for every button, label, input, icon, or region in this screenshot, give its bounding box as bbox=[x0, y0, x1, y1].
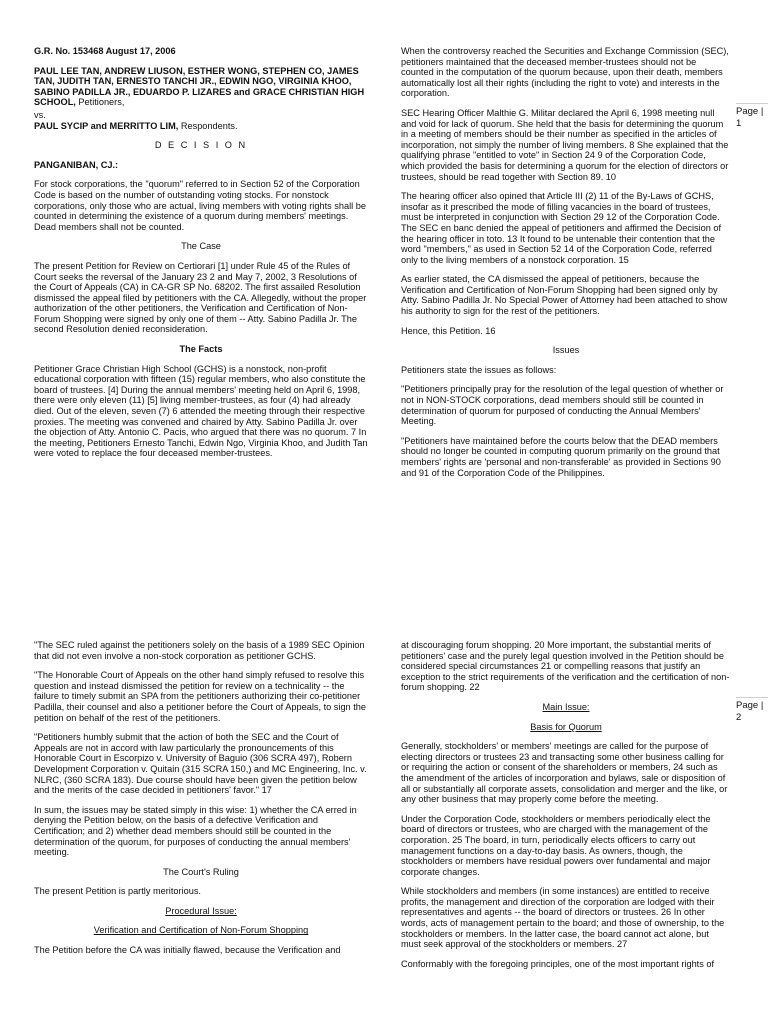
management-paragraph: While stockholders and members (in some instances) are entitled to receive profits, the management and direction of the corporation are lodged with their representatives and agents -- the board of directors or trustees. 26 In other words, acts of management pertain to the board; and those of ownership, to the stockholders or members. In the latter case, the board cannot act alone, but must seek approval of the stockholders or members. 27 bbox=[401, 886, 725, 950]
jurisprudence-quote: "Petitioners humbly submit that the action of both the SEC and the Court of Appeals are not in accord with law particularly the pronouncements of this Honorable Court in Escorpizo v. University of Baguio (306 SCRA 497), Robern Development Corporation v. Quitain (315 SCRA 150,) and MC Engineering, Inc. v. NLRC, (360 SCRA 183). Due course should have been given the petition below and the merits of the case decided in petitioners' favor." 17 bbox=[34, 732, 367, 796]
petitioners-label: Petitioners, bbox=[75, 97, 125, 108]
page-label-2 bbox=[736, 697, 768, 724]
page2-left-column bbox=[34, 640, 368, 965]
page-label-text: Page | bbox=[736, 106, 764, 117]
page1-left-column bbox=[34, 46, 368, 468]
issues-summary: In sum, the issues may be stated simply in this wise: 1) whether the CA erred in denying the Petition below, on the basis of a defective Verification and Certification; and 2) whether dead members should still be counted in the determination of the quorum, for purposes of conducting the annual members' meeting. bbox=[34, 804, 357, 858]
respondents-label: Respondents. bbox=[178, 120, 238, 131]
procedural-issue-heading: Procedural Issue: bbox=[165, 905, 237, 916]
verification-heading: Verification and Certification of Non-Forum Shopping bbox=[93, 925, 309, 936]
respondents-names: PAUL SYCIP and MERRITTO LIM, bbox=[34, 120, 179, 131]
ca-technicality-quote: "The Honorable Court of Appeals on the other hand simply refused to resolve this question and instead dismissed the petition for review on a technicality -- the failure to timely submit an SPA from the petitioners authorizing their co-petitioner Padilla, their counsel and also a petitioner before the Court of Appeals, to sign the petition on behalf of the rest of the petitioners. bbox=[34, 670, 366, 723]
ruling-heading: The Court's Ruling bbox=[163, 866, 239, 877]
petition-flawed-paragraph: The Petition before the CA was initially flawed, because the Verification and bbox=[34, 945, 341, 956]
corporation-code-paragraph: Under the Corporation Code, stockholders or members periodically elect the board of directors or trustees, who are charged with the management of the corporation. 25 The board, in turn, periodically elects officers to carry out management functions on a day-to-day basis. As owners, though, the stockholders or members have residual powers over fundamental and major corporate changes. bbox=[401, 813, 711, 877]
page-label-text: Page | bbox=[736, 700, 764, 711]
issue-quote-2: "Petitioners have maintained before the courts below that the DEAD members should no longer be counted in computing quorum primarily on the ground that members' rights are 'personal and non-transferable' as provided in Sections 90 and 91 of the Corporation Code of the Philippines. bbox=[401, 435, 721, 478]
basis-quorum-heading: Basis for Quorum bbox=[530, 721, 602, 732]
facts-heading: The Facts bbox=[179, 344, 223, 355]
hearing-officer-paragraph: SEC Hearing Officer Malthie G. Militar declared the April 6, 1998 meeting null and void for lack of quorum. She held that the basis for determining the quorum in a meeting of members should be their number as specified in the articles of incorporation, not simply the number of living members. 8 She explained that the qualifying phrase "entitled to vote" in Section 24 9 of the Corporation Code, which provided the basis for determining a quorum for the election of directors or trustees, should be read together with Section 89. 10 bbox=[401, 107, 729, 182]
case-number: G.R. No. 153468 August 17, 2006 bbox=[34, 46, 176, 56]
sec-paragraph: When the controversy reached the Securities and Exchange Commission (SEC), petitioners maintained that the deceased member-trustees should not be counted in the computation of the quorum because, upon their death, members automatically lost all their rights (including the right to vote) and interests in the corporation. bbox=[401, 46, 729, 99]
versus: vs. bbox=[34, 109, 46, 120]
intro-paragraph: For stock corporations, the "quorum" referred to in Section 52 of the Corporation Code is based on the number of outstanding voting stocks. For nonstock corporations, only those who are actual, living members with voting rights shall be counted in determining the existence of a quorum during members' meetings. Dead members shall not be counted. bbox=[34, 179, 366, 232]
page-number: 2 bbox=[736, 712, 742, 723]
issues-intro: Petitioners state the issues as follows: bbox=[401, 364, 557, 375]
page-separator bbox=[0, 610, 768, 628]
meetings-paragraph: Generally, stockholders' or members' meetings are called for the purpose of electing directors or trustees 23 and transacting some other business calling for or requiring the action or consent of the shareholders or members, 24 such as the amendment of the articles of incorporation and bylaws, sale or disposition of all or substantially all corporate assets, consolidation and merger and the like, or any other business that may properly come before the meeting. bbox=[401, 741, 728, 805]
page-label-1 bbox=[736, 103, 768, 130]
forum-shopping-paragraph: at discouraging forum shopping. 20 More important, the substantial merits of petitioners' case and the purely legal question involved in the Petition should be considered special circumstances 21 or compelling reasons that justify an exception to the strict requirements of the verification and the certification of non-forum shopping. 22 bbox=[401, 640, 730, 693]
petitioners-names: PAUL LEE TAN, ANDREW LIUSON, ESTHER WONG, STEPHEN CO, JAMES TAN, JUDITH TAN, ERNESTO TANCHI JR., EDWIN NGO, VIRGINIA KHOO, SABINO PADILLA JR., EDUARDO P. LIZARES and GRACE CHRISTIAN HIGH SCHOOL, bbox=[34, 65, 365, 108]
case-paragraph: The present Petition for Review on Certiorari [1] under Rule 45 of the Rules of Court seeks the reversal of the January 23 2 and May 7, 2002, 3 Resolutions of the Court of Appeals (CA) in CA-GR SP No. 68202. The first assailed Resolution dismissed the appeal filed by petitioners with the CA. Allegedly, without the proper authorization of the other petitioners, the Verification and Certification of Non-Forum Shopping were signed by only one of them -- Atty. Sabino Padilla Jr. The second Resolution denied reconsideration. bbox=[34, 260, 367, 335]
sec-ruling-quote: "The SEC ruled against the petitioners solely on the basis of a 1989 SEC Opinion that did not even involve a non-stock corporation as petitioner GCHS. bbox=[34, 640, 365, 661]
by-laws-paragraph: The hearing officer also opined that Article III (2) 11 of the By-Laws of GCHS, insofar as it prescribed the mode of filling vacancies in the board of trustees, must be interpreted in conjunction with Section 29 12 of the Corporation Code. The SEC en banc denied the appeal of petitioners and affirmed the Decision of the hearing officer in toto. 13 It found to be untenable their contention that the word "members," as used in Section 52 14 of the Corporation Code, referred only to the living members of a nonstock corporation. 15 bbox=[401, 191, 722, 265]
decision-title: D E C I S I O N bbox=[154, 140, 248, 151]
hence-paragraph: Hence, this Petition. 16 bbox=[401, 325, 496, 336]
page2-right-column bbox=[401, 640, 731, 978]
parties-respondents bbox=[34, 121, 368, 132]
conformably-paragraph: Conformably with the foregoing principles, one of the most important rights of bbox=[401, 958, 715, 969]
issues-heading: Issues bbox=[552, 345, 580, 356]
main-issue-heading: Main Issue: bbox=[542, 701, 590, 712]
partly-meritorious: The present Petition is partly meritorious. bbox=[34, 886, 201, 897]
document-page-2 bbox=[0, 628, 768, 1024]
page-number: 1 bbox=[736, 118, 742, 129]
parties-petitioners bbox=[34, 66, 368, 108]
issue-quote-1: "Petitioners principally pray for the resolution of the legal question of whether or not in NON-STOCK corporations, dead members should still be counted in determination of quorum for purposed of conducting the Annual Members' Meeting. bbox=[401, 384, 724, 427]
case-heading: The Case bbox=[181, 241, 221, 252]
page1-right-column bbox=[401, 46, 731, 487]
ponente: PANGANIBAN, CJ.: bbox=[34, 159, 119, 170]
ca-dismissal-paragraph: As earlier stated, the CA dismissed the appeal of petitioners, because the Verification and Certification of Non-Forum Shopping had been signed only by Atty. Sabino Padilla Jr. No Special Power of Attorney had been attached to show his authority to sign for the rest of the petitioners. bbox=[401, 274, 728, 317]
facts-paragraph: Petitioner Grace Christian High School (GCHS) is a nonstock, non-profit educational corporation with fifteen (15) regular members, who also constitute the board of trustees. [4] During the annual members' meeting held on April 6, 1998, there were only eleven (11) [5] living member-trustees, as four (4) had already died. Out of the eleven, seven (7) 6 attended the meeting through their respective proxies. The meeting was convened and chaired by Atty. Sabino Padilla Jr. over the objection of Atty. Antonio C. Pacis, who argued that there was no quorum. 7 In the meeting, Petitioners Ernesto Tanchi, Edwin Ngo, Virginia Khoo, and Judith Tan were voted to replace the four deceased member-trustees. bbox=[34, 363, 368, 459]
